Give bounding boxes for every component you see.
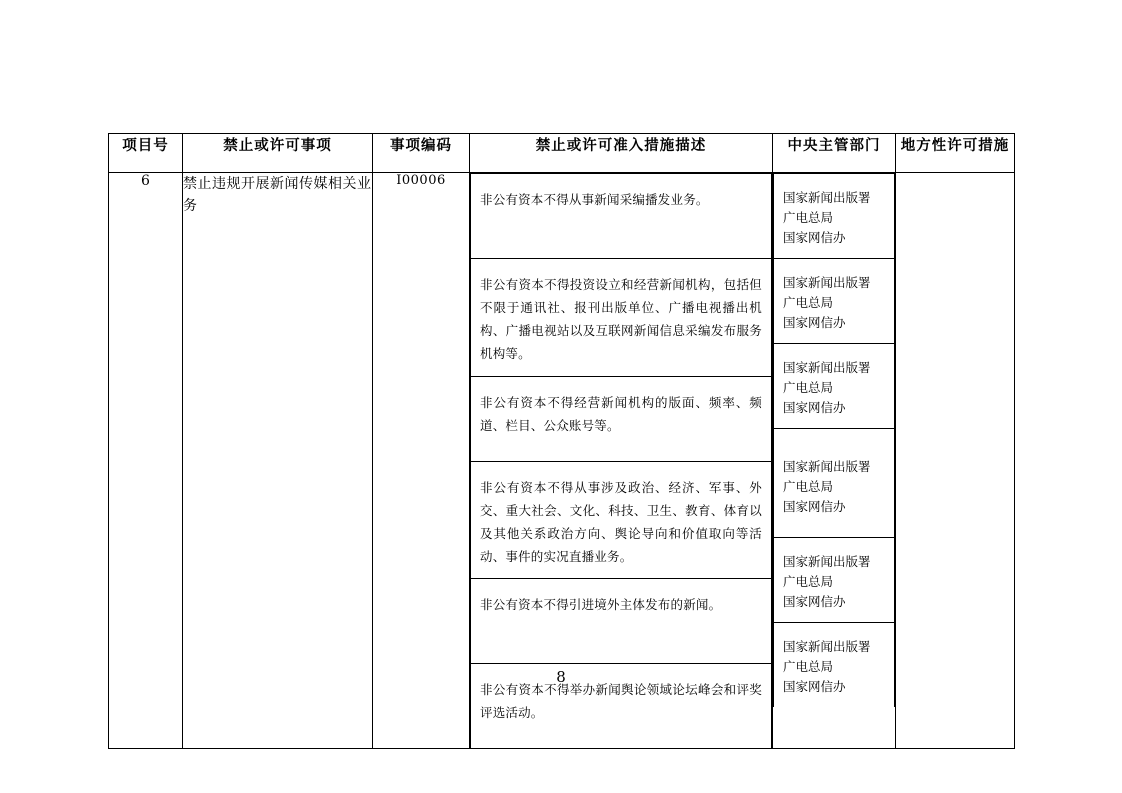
- department-name: 广电总局: [783, 210, 834, 225]
- measure-description: 非公有资本不得经营新闻机构的版面、频率、频道、栏目、公众账号等。: [480, 394, 762, 433]
- department-list: [774, 259, 894, 343]
- negative-list-table: [108, 133, 1014, 749]
- cell-item-number: 6: [109, 173, 183, 749]
- cell-item-code: I00006: [373, 173, 470, 749]
- table-row: [109, 173, 1015, 749]
- department-name: 国家新闻出版署: [783, 459, 871, 474]
- department-subtable: [773, 173, 895, 707]
- cell-item-name: 禁止违规开展新闻传媒相关业务: [183, 173, 373, 749]
- department-name: 国家网信办: [783, 594, 846, 609]
- measure-description: 非公有资本不得从事新闻采编播发业务。: [480, 192, 709, 207]
- department-name: 广电总局: [783, 295, 834, 310]
- column-header-description: 禁止或许可准入措施描述: [470, 134, 773, 173]
- measure-description: 非公有资本不得从事涉及政治、经济、军事、外交、重大社会、文化、科技、卫生、教育、体育以及其他关系政治方向、舆论导向和价值取向等活动、事件的实况直播业务。: [480, 479, 762, 564]
- column-header-item: 禁止或许可事项: [183, 134, 373, 173]
- department-name: 广电总局: [783, 380, 834, 395]
- department-subrow: [774, 344, 895, 429]
- department-name: 国家网信办: [783, 315, 846, 330]
- column-header-number: 项目号: [109, 134, 183, 173]
- page-number: 8: [556, 668, 566, 686]
- measure-description: 非公有资本不得引进境外主体发布的新闻。: [480, 597, 722, 612]
- measure-description: 非公有资本不得投资设立和经营新闻机构，包括但不限于通讯社、报刊出版单位、广播电视播出机构、广播电视站以及互联网新闻信息采编发布服务机构等。: [480, 277, 762, 362]
- cell-description-group: [470, 173, 773, 749]
- table-header-row: [109, 134, 1015, 173]
- department-name: 国家网信办: [783, 400, 846, 415]
- column-header-local-measures: 地方性许可措施: [896, 134, 1015, 173]
- department-list: [774, 538, 894, 622]
- column-header-code: 事项编码: [373, 134, 470, 173]
- cell-local-measures: [896, 173, 1015, 749]
- cell-department-group: [773, 173, 896, 749]
- department-name: 国家网信办: [783, 230, 846, 245]
- department-name: 国家新闻出版署: [783, 190, 871, 205]
- table: [108, 133, 1015, 749]
- department-list: [774, 429, 894, 527]
- description-subrow: [471, 174, 772, 259]
- department-list: [774, 623, 894, 707]
- department-name: 国家新闻出版署: [783, 360, 871, 375]
- department-subrow: [774, 623, 895, 708]
- department-list: [774, 174, 894, 258]
- department-name: 广电总局: [783, 659, 834, 674]
- measure-description: 非公有资本不得举办新闻舆论领域论坛峰会和评奖评选活动。: [480, 682, 762, 721]
- department-subrow: [774, 174, 895, 259]
- department-name: 广电总局: [783, 574, 834, 589]
- description-subtable: [470, 173, 772, 748]
- department-subrow: [774, 259, 895, 344]
- department-name: 国家网信办: [783, 499, 846, 514]
- department-name: 国家网信办: [783, 679, 846, 694]
- description-subrow: [471, 461, 772, 579]
- description-subrow: [471, 376, 772, 461]
- column-header-department: 中央主管部门: [773, 134, 896, 173]
- department-name: 国家新闻出版署: [783, 275, 871, 290]
- department-subrow: [774, 429, 895, 538]
- description-subrow: [471, 579, 772, 664]
- department-name: 广电总局: [783, 479, 834, 494]
- department-name: 国家新闻出版署: [783, 639, 871, 654]
- department-name: 国家新闻出版署: [783, 554, 871, 569]
- department-list: [774, 344, 894, 428]
- description-subrow: [471, 259, 772, 377]
- department-subrow: [774, 538, 895, 623]
